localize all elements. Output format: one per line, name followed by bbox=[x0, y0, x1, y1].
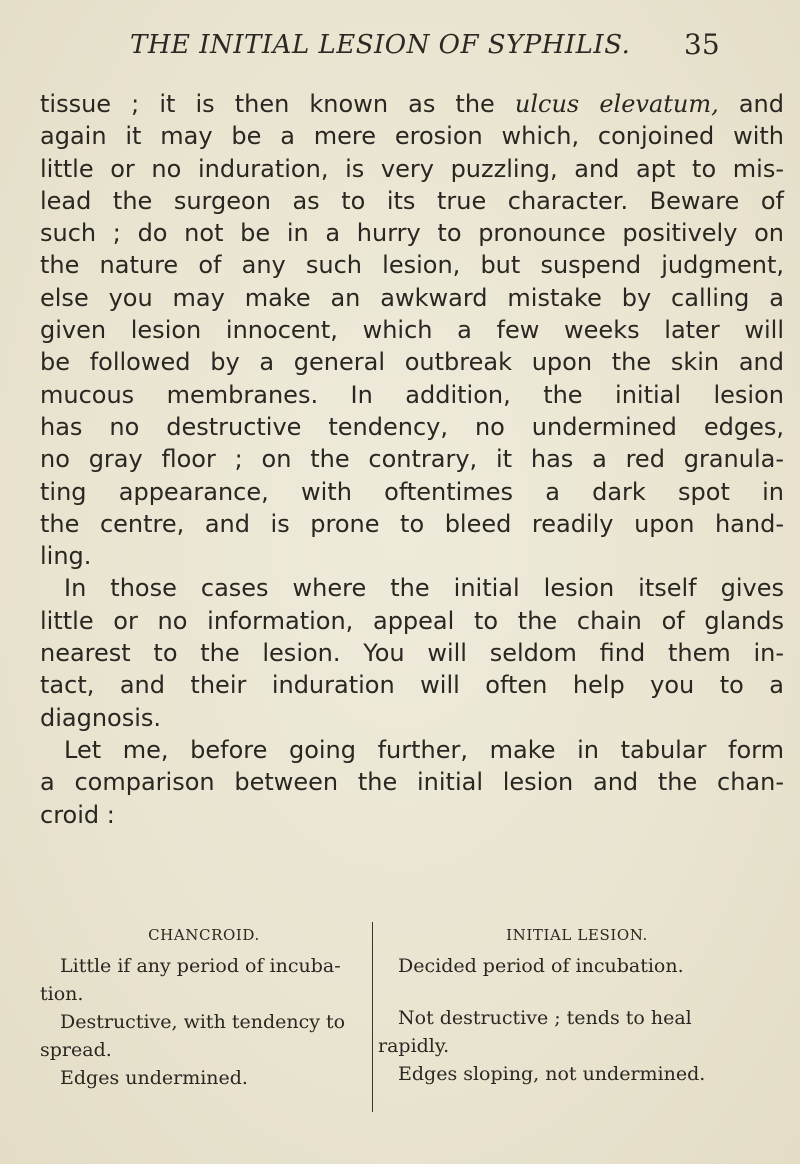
text-line: given lesion innocent, which a few weeks later will bbox=[40, 316, 784, 345]
table-cell-line: Destructive, with tendency to bbox=[60, 1011, 346, 1033]
chapter-title: THE INITIAL LESION OF SYPHILIS. bbox=[130, 30, 631, 60]
text-line: the centre, and is prone to bleed readily upon hand- bbox=[40, 509, 784, 538]
text-line: has no destructive tendency, no undermined edges, bbox=[40, 412, 784, 441]
column-header: CHANCROID. bbox=[148, 926, 260, 944]
table-cell-line: spread. bbox=[40, 1039, 112, 1061]
table-cell-line: Edges undermined. bbox=[60, 1067, 248, 1089]
text-line: such ; do not be in a hurry to pronounce positively on bbox=[40, 219, 784, 248]
text-line: croid : bbox=[40, 800, 115, 829]
running-header bbox=[0, 30, 800, 70]
italic-term: ulcus elevatum, bbox=[514, 90, 719, 118]
page-number: 35 bbox=[684, 28, 720, 61]
initial-lesion-column bbox=[378, 918, 774, 1088]
text-line: the nature of any such lesion, but suspend judgment, bbox=[40, 251, 784, 280]
text-line: mucous membranes. In addition, the initial lesion bbox=[40, 380, 784, 409]
text-line: ting appearance, with oftentimes a dark spot in bbox=[40, 477, 784, 506]
column-header: INITIAL LESION. bbox=[506, 926, 648, 944]
table-cell-line: tion. bbox=[40, 983, 84, 1005]
text-line bbox=[40, 88, 784, 120]
text-line: a comparison between the initial lesion and the chan- bbox=[40, 768, 784, 797]
text-run: and bbox=[718, 90, 784, 118]
text-line: tact, and their induration will often help you to a bbox=[40, 671, 784, 700]
text-line: be followed by a general outbreak upon the skin and bbox=[40, 348, 784, 377]
text-line: else you may make an awkward mistake by calling a bbox=[40, 283, 784, 312]
table-cell-line: rapidly. bbox=[378, 1035, 450, 1057]
text-line: diagnosis. bbox=[40, 703, 162, 732]
chancroid-column bbox=[40, 918, 368, 1092]
text-line: Let me, before going further, make in tabular form bbox=[64, 735, 784, 764]
table-cell-line: Edges sloping, not undermined. bbox=[398, 1063, 706, 1085]
row-spacer bbox=[378, 980, 774, 1004]
text-line: again it may be a mere erosion which, conjoined with bbox=[40, 122, 784, 151]
table-cell-line: Little if any period of incuba- bbox=[60, 955, 341, 977]
table-cell-line: Decided period of incubation. bbox=[398, 955, 684, 977]
text-line: lead the surgeon as to its true character. Beware of bbox=[40, 186, 784, 215]
column-divider bbox=[372, 922, 373, 1112]
text-line: no gray floor ; on the contrary, it has a red granula- bbox=[40, 445, 784, 474]
text-line: ling. bbox=[40, 542, 92, 571]
text-line: little or no information, appeal to the chain of glands bbox=[40, 606, 784, 635]
text-run: tissue ; it is then known as the bbox=[40, 90, 515, 118]
text-line: In those cases where the initial lesion itself gives bbox=[64, 574, 784, 603]
body-text bbox=[40, 88, 784, 831]
text-line: little or no induration, is very puzzling, and apt to mis- bbox=[40, 154, 784, 183]
table-cell-line: Not destructive ; tends to heal bbox=[398, 1007, 692, 1029]
comparison-table bbox=[40, 918, 784, 1118]
text-line: nearest to the lesion. You will seldom find them in- bbox=[40, 639, 784, 668]
